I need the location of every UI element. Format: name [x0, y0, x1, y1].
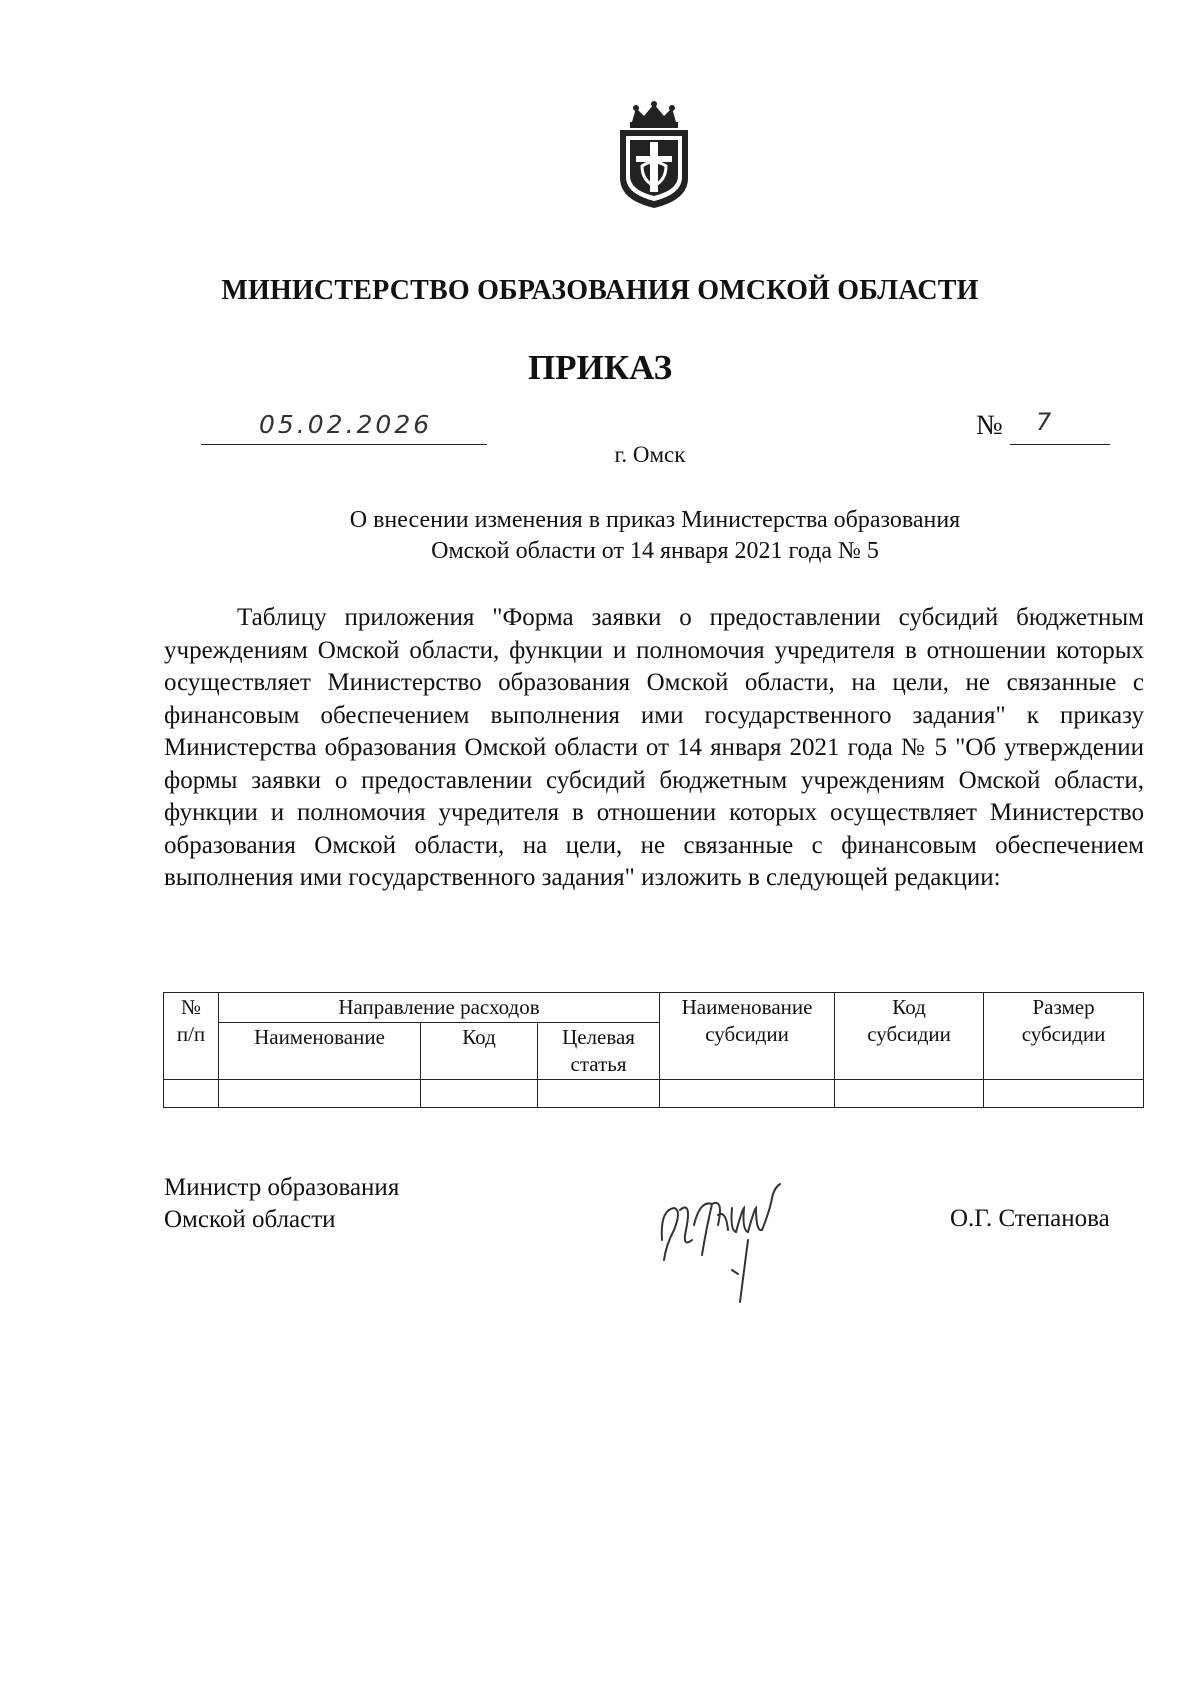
header-name: Наименование: [219, 1023, 421, 1080]
number-sign: №: [976, 410, 1003, 441]
signatory-position-line1: Министр образования: [164, 1174, 400, 1201]
subject-line-1: О внесении изменения в приказ Министерства образования: [349, 507, 961, 533]
table-row: [164, 1080, 1144, 1108]
date-field: [201, 410, 487, 445]
header-num: [164, 993, 219, 1080]
table-cell: [421, 1080, 538, 1108]
header-subsidy-name-line2: субсидии: [705, 1022, 789, 1046]
header-subsidy-code-line1: Код: [892, 995, 926, 1019]
number-field: [1010, 408, 1110, 445]
city-label: г. Омск: [614, 442, 686, 467]
handwritten-number: 7: [1036, 408, 1052, 436]
table-cell: [164, 1080, 219, 1108]
body-paragraph: Таблицу приложения "Форма заявки о предоставлении субсидий бюджетным учреждениям Омской области, функции и полномочия учредителя в отношении которых осуществляет Министерство образования Омской области, на цели, не связанные с финансовым обеспечением выполнения ими государственного задания" к приказу Министерства образования Омской области от 14 января 2021 года № 5 "Об утверждении формы заявки о предоставлении субсидий бюджетным учреждениям Омской области, функции и полномочия учредителя в отношении которых осуществляет Министерство образования Омской области, на цели, не связанные с финансовым обеспечением выполнения ими государственного задания" изложить в следующей редакции:: [164, 604, 1144, 891]
header-subsidy-size-line1: Размер: [1032, 995, 1095, 1019]
table-cell: [219, 1080, 421, 1108]
header-code: Код: [421, 1023, 538, 1080]
header-subsidy-name-line1: Наименование: [681, 995, 813, 1019]
document-subject: [160, 505, 1150, 567]
header-num-line1: №: [180, 995, 202, 1019]
ministry-title: МИНИСТЕРСТВО ОБРАЗОВАНИЯ ОМСКОЙ ОБЛАСТИ: [221, 275, 979, 306]
header-subsidy-size: [984, 993, 1144, 1080]
handwritten-date: 05.02.2026: [259, 410, 433, 439]
table-cell: [835, 1080, 984, 1108]
header-target-line1: Целевая: [562, 1025, 635, 1049]
table-cell: [660, 1080, 835, 1108]
coat-of-arms-emblem: [614, 100, 694, 210]
header-subsidy-code-line2: субсидии: [867, 1022, 951, 1046]
document-type-title: ПРИКАЗ: [527, 348, 673, 387]
signatory-name: О.Г. Степанова: [950, 1205, 1110, 1232]
subject-line-2: Омской области от 14 января 2021 года № 5: [431, 538, 879, 564]
signatory-position-line2: Омской области: [164, 1206, 336, 1233]
application-table: [163, 992, 1144, 1108]
table-header-row: [164, 993, 1144, 1023]
header-target: [538, 1023, 660, 1080]
header-num-line2: п/п: [176, 1022, 206, 1046]
header-target-line2: статья: [570, 1052, 627, 1076]
table-cell: [984, 1080, 1144, 1108]
header-subsidy-name: [660, 993, 835, 1080]
table-cell: [538, 1080, 660, 1108]
handwritten-signature: [652, 1170, 812, 1310]
signatory-position: [164, 1172, 399, 1236]
header-direction: Направление расходов: [219, 993, 660, 1023]
header-subsidy-code: [835, 993, 984, 1080]
header-subsidy-size-line2: субсидии: [1021, 1022, 1106, 1046]
